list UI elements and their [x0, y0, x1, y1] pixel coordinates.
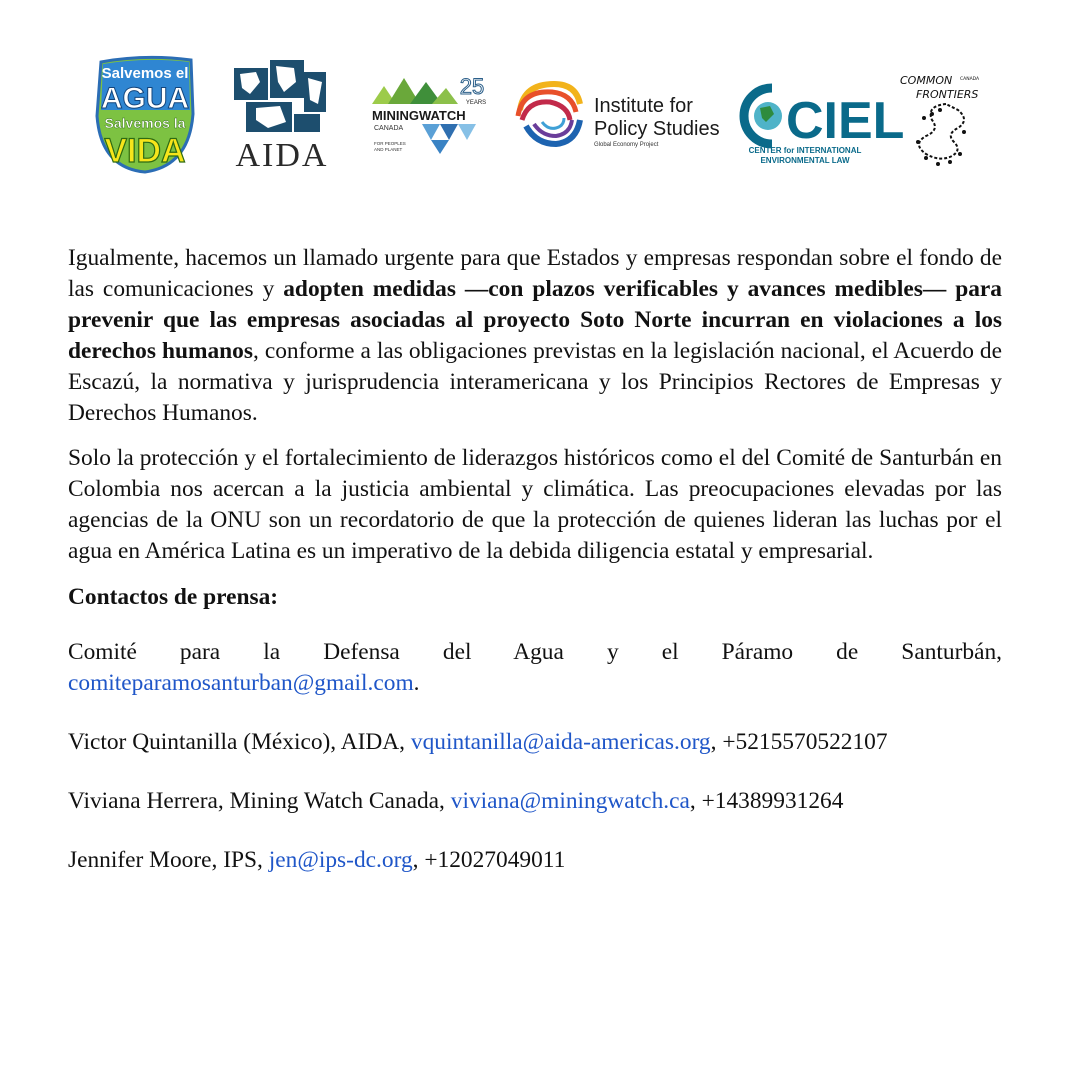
contact-email-link[interactable]: jen@ips-dc.org: [268, 847, 413, 873]
contact-name: Jennifer Moore, IPS,: [68, 847, 269, 873]
ciel-logo: [732, 80, 905, 166]
paragraph-call-to-action: [68, 243, 1002, 429]
contact-name: Viviana Herrera, Mining Watch Canada,: [68, 788, 451, 814]
miningwatch-logo: [370, 68, 490, 158]
miningwatch-name: MININGWATCH: [372, 108, 466, 123]
miningwatch-country: CANADA: [374, 125, 404, 132]
document-body: [68, 243, 1002, 904]
common-frontiers-logo: [896, 70, 988, 174]
contact-tail: , +14389931264: [689, 788, 844, 814]
salvemos-line2: AGUA: [100, 82, 190, 115]
cf-line1: COMMON: [900, 74, 953, 87]
salvemos-line3: Salvemos la: [104, 115, 186, 131]
contact-tail: , +5215570522107: [710, 729, 888, 755]
miningwatch-tagline1: FOR PEOPLES: [374, 141, 406, 146]
contact-email-link[interactable]: viviana@miningwatch.ca: [450, 788, 690, 814]
miningwatch-years: YEARS: [465, 100, 487, 106]
ips-sub: Global Economy Project: [594, 142, 659, 148]
paragraph-leadership: Solo la protección y el fortalecimiento de liderazgos históricos como el del Comité de Santurbán en Colombia nos acercan a la justicia ambiental y climática. Las preocupaciones elevadas por las agencias de la ONU son un recordatorio de que la protección de quienes lideran las luchas por el agua en América Latina es un imperativo de la debida diligencia estatal y empresarial.: [68, 445, 1002, 564]
cf-canada: CANADA: [960, 77, 980, 82]
aida-text: AIDA: [235, 137, 329, 174]
ciel-sub2: ENVIRONMENTAL LAW: [760, 156, 850, 165]
contact-tail: , +12027049011: [412, 847, 566, 873]
logo-row: [0, 0, 1080, 190]
ips-line1: Institute for: [594, 95, 693, 117]
contact-aida: [68, 727, 1002, 758]
contact-name: Victor Quintanilla (México), AIDA,: [68, 729, 411, 755]
contacts-heading: Contactos de prensa:: [68, 584, 279, 610]
cf-line2: FRONTIERS: [916, 88, 979, 101]
ciel-name: CIEL: [786, 92, 905, 150]
aida-logo: [226, 60, 342, 172]
ips-logo: [514, 80, 724, 152]
ips-line2: Policy Studies: [594, 118, 720, 140]
contact-comite: [68, 637, 1002, 699]
p1-text-start: Igualmente, hacemos un llamado urgente para que Estados y empresas respondan sobre el fondo de las comunicaciones y: [68, 245, 1002, 302]
p1-bold-text: adopten medidas —con plazos verificables y avances medibles— para prevenir que las empresas asociadas al proyecto Soto Norte incurran en violaciones a los derechos humanos: [68, 276, 1003, 364]
salvemos-line4: VIDA: [104, 132, 186, 170]
contact-name: Comité para la Defensa del Agua y el Páramo de Santurbán,: [68, 639, 1002, 665]
contact-email-link[interactable]: vquintanilla@aida-americas.org: [410, 729, 711, 755]
p1-text-end: , conforme a las obligaciones previstas en la legislación nacional, el Acuerdo de Escazú, la normativa y jurisprudencia interamericana y los Principios Rectores de Empresas y Derechos Humanos.: [68, 338, 1002, 426]
ciel-sub1: CENTER for INTERNATIONAL: [748, 146, 862, 155]
salvemos-el-agua-logo: [93, 54, 197, 176]
contact-miningwatch: [68, 786, 1002, 817]
salvemos-line1: Salvemos el: [101, 65, 189, 82]
contact-ips: [68, 845, 1002, 876]
miningwatch-years-num: 25: [459, 74, 485, 99]
contact-email-link[interactable]: comiteparamosanturban@gmail.com: [68, 670, 414, 696]
miningwatch-tagline2: AND PLANET: [374, 147, 403, 152]
contact-tail: .: [413, 670, 420, 696]
